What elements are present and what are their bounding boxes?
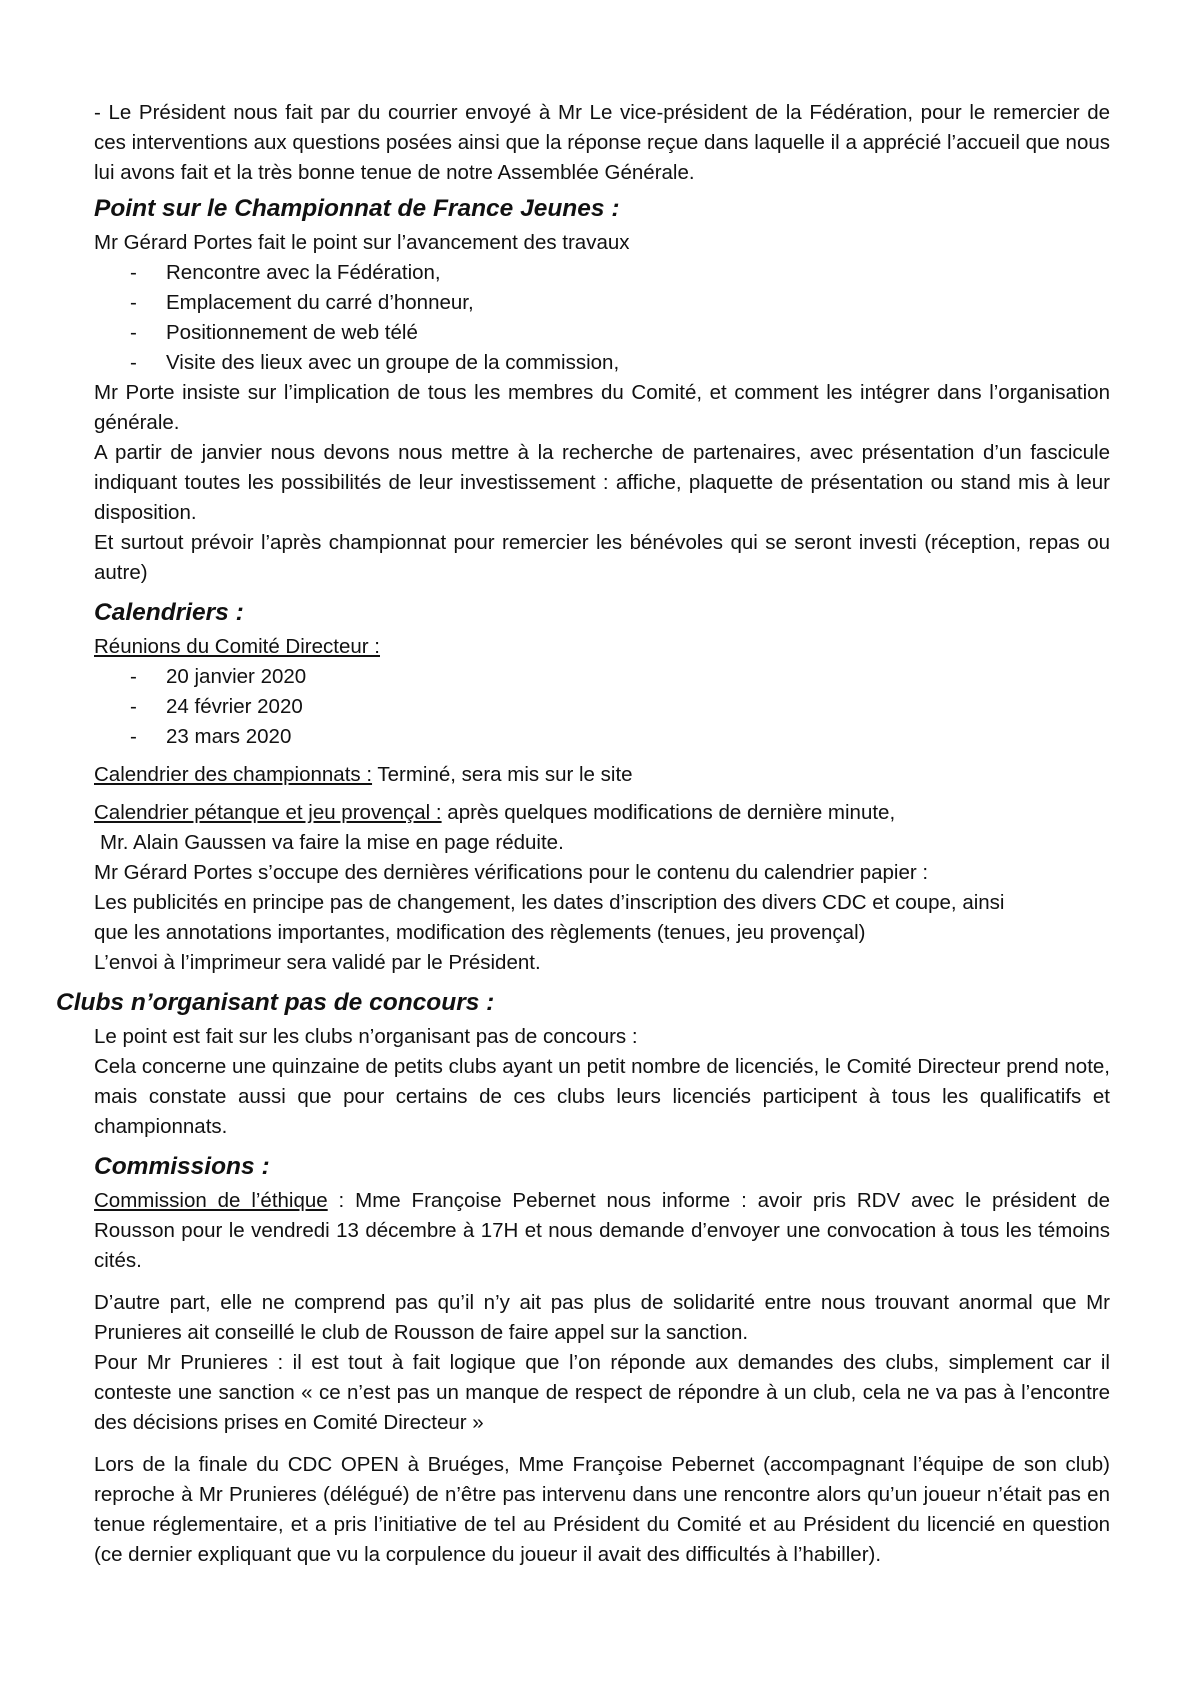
calendar-line: que les annotations importantes, modification des règlements (tenues, jeu provençal) xyxy=(94,921,866,944)
list-item: - Positionnement de web télé xyxy=(94,318,1110,348)
clubs-paragraph-1: Le point est fait sur les clubs n’organisant pas de concours : xyxy=(94,1025,638,1048)
championnat-paragraph-2: A partir de janvier nous devons nous mettre à la recherche de partenaires, avec présentation d’un fascicule indiquant toutes les possibilités de leur investissement : affiche, plaquette de présentation ou stand mis à leur disposition. xyxy=(94,441,1110,524)
calendar-line: L’envoi à l’imprimeur sera validé par le Président. xyxy=(94,951,541,974)
commissions-paragraph-3: Pour Mr Prunieres : il est tout à fait logique que l’on réponde aux demandes des clubs, simplement car il conteste une sanction « ce n’est pas un manque de respect de répondre à un club, cela ne va pas à l’encontre des décisions prises en Comité Directeur » xyxy=(94,1351,1110,1434)
section-heading-clubs: Clubs n’organisant pas de concours : xyxy=(56,989,495,1016)
section-heading-commissions: Commissions : xyxy=(94,1153,270,1180)
reunions-list xyxy=(94,662,1110,752)
ethique-text: : Mme Françoise Pebernet nous informe : avoir pris RDV avec le président de Rousson pour le vendredi 13 décembre à 17H et nous demande d’envoyer une convocation à tous les témoins cités. xyxy=(94,1189,1111,1272)
petanque-calendar-label: Calendrier pétanque et jeu provençal : xyxy=(94,801,442,824)
championnats-calendar-label: Calendrier des championnats : xyxy=(94,763,373,786)
section-heading-championnat: Point sur le Championnat de France Jeunes : xyxy=(94,195,620,222)
list-item: - Emplacement du carré d’honneur, xyxy=(94,288,1110,318)
list-item: - 23 mars 2020 xyxy=(94,722,1110,752)
championnat-paragraph-3: Et surtout prévoir l’après championnat pour remercier les bénévoles qui se seront investi (réception, repas ou autre) xyxy=(94,531,1110,584)
list-item: - 24 février 2020 xyxy=(94,692,1110,722)
championnat-paragraph-1: Mr Porte insiste sur l’implication de tous les membres du Comité, et comment les intégrer dans l’organisation générale. xyxy=(94,381,1110,434)
championnat-list xyxy=(94,258,1110,378)
list-item: - Visite des lieux avec un groupe de la commission, xyxy=(94,348,1110,378)
petanque-calendar-text: après quelques modifications de dernière minute, xyxy=(441,801,896,824)
commissions-paragraph-2: D’autre part, elle ne comprend pas qu’il n’y ait pas plus de solidarité entre nous trouvant anormal que Mr Prunieres ait conseillé le club de Rousson de faire appel sur la sanction. xyxy=(94,1291,1110,1344)
list-item: - 20 janvier 2020 xyxy=(94,662,1110,692)
championnat-lead: Mr Gérard Portes fait le point sur l’avancement des travaux xyxy=(94,231,630,254)
commissions-paragraph-4: Lors de la finale du CDC OPEN à Bruéges, Mme Françoise Pebernet (accompagnant l’équipe de son club) reproche à Mr Prunieres (délégué) de n’être pas intervenu dans une rencontre alors qu’un joueur n’était pas en tenue réglementaire, et a pris l’initiative de tel au Président du Comité et au Président du licencié en question (ce dernier expliquant que vu la corpulence du joueur il avait des difficultés à l’habiller). xyxy=(94,1453,1110,1566)
calendar-line: Les publicités en principe pas de changement, les dates d’inscription des divers CDC et coupe, ainsi xyxy=(94,891,1005,914)
intro-paragraph: - Le Président nous fait par du courrier envoyé à Mr Le vice-président de la Fédération, pour le remercier de ces interventions aux questions posées ainsi que la réponse reçue dans laquelle il a apprécié l’accueil que nous lui avons fait et la très bonne tenue de notre Assemblée Générale. xyxy=(94,101,1110,184)
calendar-line: Mr Gérard Portes s’occupe des dernières vérifications pour le contenu du calendrier papier : xyxy=(94,861,929,884)
section-heading-calendriers: Calendriers : xyxy=(94,599,244,626)
clubs-paragraph-2: Cela concerne une quinzaine de petits clubs ayant un petit nombre de licenciés, le Comité Directeur prend note, mais constate aussi que pour certains de ces clubs leurs licenciés participent à tous les qualificatifs et championnats. xyxy=(94,1055,1110,1138)
list-item: - Rencontre avec la Fédération, xyxy=(94,258,1110,288)
reunions-label: Réunions du Comité Directeur : xyxy=(94,635,380,658)
championnats-calendar-text: Terminé, sera mis sur le site xyxy=(372,763,633,786)
calendar-line: Mr. Alain Gaussen va faire la mise en page réduite. xyxy=(100,831,564,854)
ethique-label: Commission de l’éthique xyxy=(94,1189,328,1212)
